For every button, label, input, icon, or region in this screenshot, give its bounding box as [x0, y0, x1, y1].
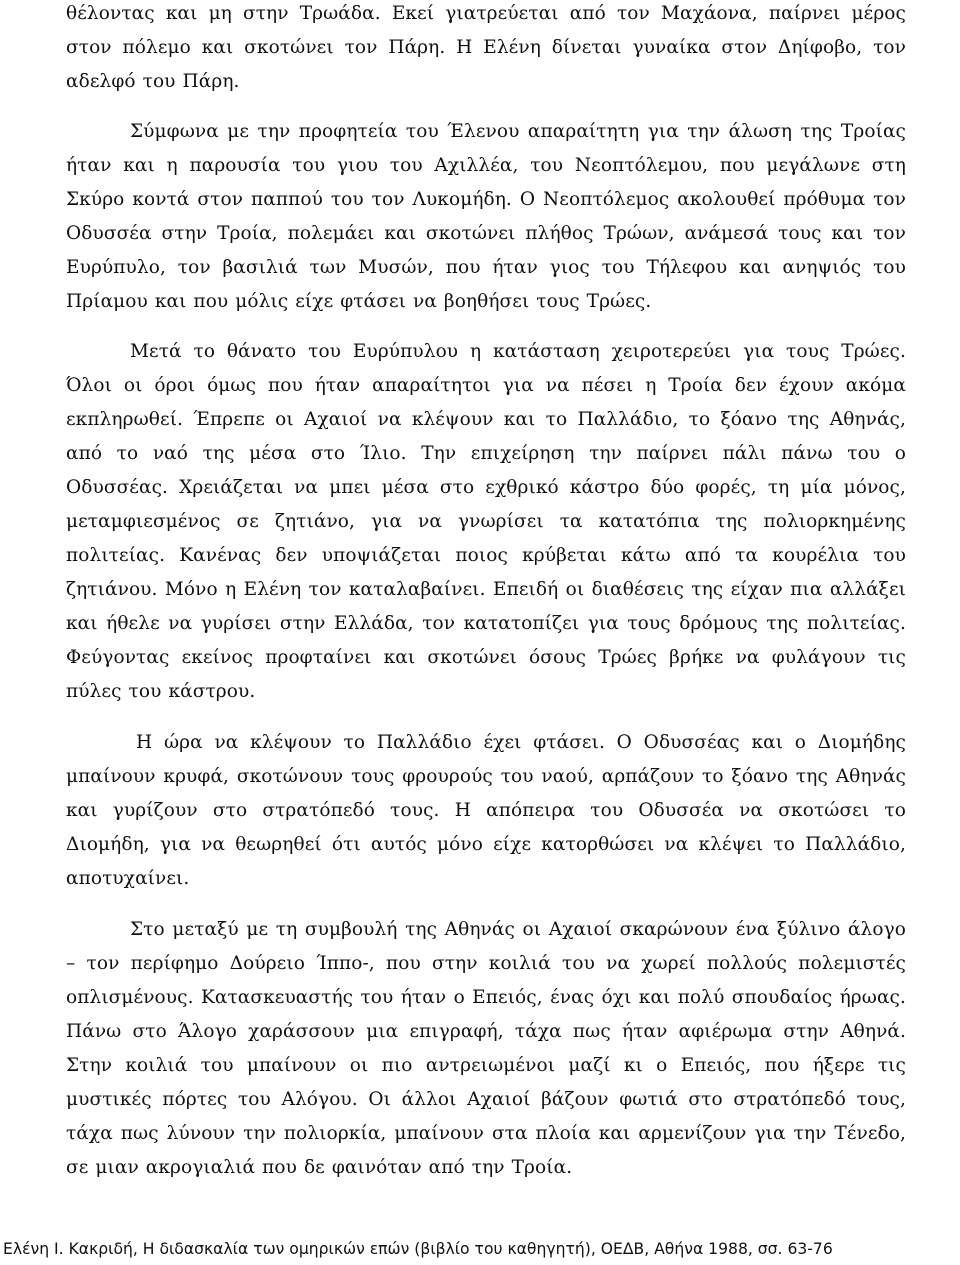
paragraph-4: Η ώρα να κλέψουν το Παλλάδιο έχει φτάσει. Ο Οδυσσέας και ο Διομήδης μπαίνουν κρυφά, σκοτώνουν τους φρουρούς του ναού, αρπάζουν το ξόανο της Αθηνάς και γυρίζουν στο στρατόπεδό τους. Η απόπειρα του Οδυσσέα να σκοτώσει το Διομήδη, για να θεωρηθεί ότι αυτός μόνο είχε κατορθώσει να κλέψει το Παλλάδιο, αποτυχαίνει.	[66, 732, 906, 889]
paragraph-2: Σύμφωνα με την προφητεία του Έλενου απαραίτητη για την άλωση της Τροίας ήταν και η παρουσία του γιου του Αχιλλέα, του Νεοπτόλεμου, που μεγάλωνε στη Σκύρο κοντά στον παππού του τον Λυκομήδη. Ο Νεοπτόλεμος ακολουθεί πρόθυμα τον Οδυσσέα στην Τροία, πολεμάει και σκοτώνει πλήθος Τρώων, ανάμεσά τους και τον Ευρύπυλο, τον βασιλιά των Μυσών, που ήταν γιος του Τήλεφου και ανηψιός του Πρίαμου και που μόλις είχε φτάσει να βοηθήσει τους Τρώες.	[66, 121, 906, 312]
footer-citation: Ελένη Ι. Κακριδή, Η διδασκαλία των ομηρικών επών (βιβλίο του καθηγητή), ΟΕΔΒ, Αθήνα 1988, σσ. 63-76	[3, 1240, 833, 1258]
document-body	[66, 0, 906, 1185]
paragraph-5: Στο μεταξύ με τη συμβουλή της Αθηνάς οι Αχαιοί σκαρώνουν ένα ξύλινο άλογο – τον περίφημο Δούρειο Ίππο-, που στην κοιλιά του να χωρεί πολλούς πολεμιστές οπλισμένους. Κατασκευαστής του ήταν ο Επειός, ένας όχι και πολύ σπουδαίος ήρωας. Πάνω στο Άλογο χαράσσουν μια επιγραφή, τάχα πως ήταν αφιέρωμα στην Αθηνά. Στην κοιλιά του μπαίνουν οι πιο αντρειωμένοι μαζί κι ο Επειός, που ήξερε τις μυστικές πόρτες του Αλόγου. Οι άλλοι Αχαιοί βάζουν φωτιά στο στρατόπεδό τους, τάχα πως λύνουν την πολιορκία, μπαίνουν στα πλοία και αρμενίζουν για την Τένεδο, σε μιαν ακρογιαλιά που δε φαινόταν από την Τροία.	[66, 919, 906, 1178]
paragraph-1: θέλοντας και μη στην Τρωάδα. Εκεί γιατρεύεται από τον Μαχάονα, παίρνει μέρος στον πόλεμο και σκοτώνει τον Πάρη. Η Ελένη δίνεται γυναίκα στον Δηίφοβο, τον αδελφό του Πάρη.	[66, 3, 906, 92]
paragraph-3: Μετά το θάνατο του Ευρύπυλου η κατάσταση χειροτερεύει για τους Τρώες. Όλοι οι όροι όμως που ήταν απαραίτητοι για να πέσει η Τροία δεν έχουν ακόμα εκπληρωθεί. Έπρεπε οι Αχαιοί να κλέψουν και το Παλλάδιο, το ξόανο της Αθηνάς, από το ναό της μέσα στο Ίλιο. Την επιχείρηση την παίρνει πάλι πάνω του ο Οδυσσέας. Χρειάζεται να μπει μέσα στο εχθρικό κάστρο δύο φορές, τη μία μόνος, μεταμφιεσμένος σε ζητιάνο, για να γνωρίσει τα κατατόπια της πολιορκημένης πολιτείας. Κανένας δεν υποψιάζεται ποιος κρύβεται κάτω από τα κουρέλια του ζητιάνου. Μόνο η Ελένη τον καταλαβαίνει. Επειδή οι διαθέσεις της είχαν πια αλλάξει και ήθελε να γυρίσει στην Ελλάδα, τον κατατοπίζει για τους δρόμους της πολιτείας. Φεύγοντας εκείνος προφταίνει και σκοτώνει όσους Τρώες βρήκε να φυλάγουν τις πύλες του κάστρου.	[66, 341, 906, 702]
